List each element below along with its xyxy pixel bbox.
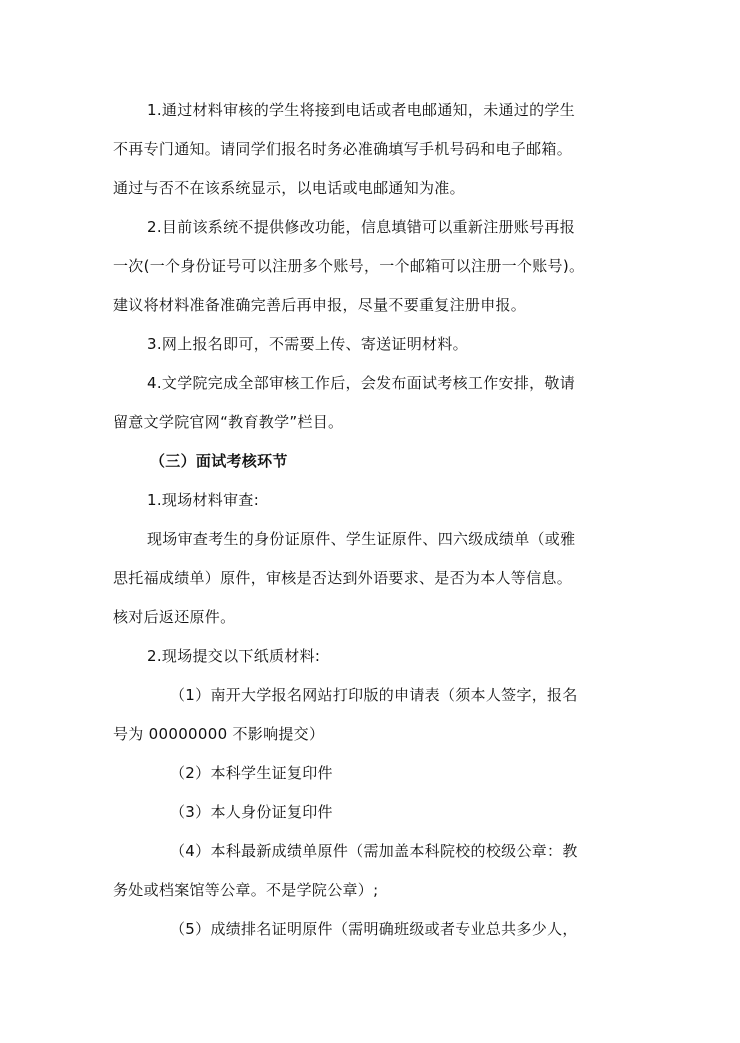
- paragraph-line: 3.网上报名即可，不需要上传、寄送证明材料。: [147, 335, 468, 353]
- paragraph-line: 核对后返还原件。: [113, 608, 236, 626]
- paragraph-line: 通过与否不在该系统显示，以电话或电邮通知为准。: [113, 179, 465, 197]
- list-item: （5）成绩排名证明原件（需明确班级或者专业总共多少人，: [170, 920, 578, 938]
- list-item-continuation: 务处或档案馆等公章。不是学院公章）;: [113, 881, 379, 899]
- paragraph-line: 建议将材料准备准确完善后再申报，尽量不要重复注册申报。: [113, 296, 527, 314]
- paragraph-line: 4.文学院完成全部审核工作后，会发布面试考核工作安排，敬请: [147, 374, 576, 392]
- list-item: （2）本科学生证复印件: [170, 764, 333, 782]
- list-item: （4）本科最新成绩单原件（需加盖本科院校的校级公章：教: [170, 842, 578, 860]
- paragraph-line: 2.目前该系统不提供修改功能，信息填错可以重新注册账号再报: [147, 218, 576, 236]
- paragraph-line: 现场审查考生的身份证原件、学生证原件、四六级成绩单（或雅: [147, 530, 576, 548]
- paragraph-line: 不再专门通知。请同学们报名时务必准确填写手机号码和电子邮箱。: [113, 140, 573, 158]
- paragraph-line: 1.通过材料审核的学生将接到电话或者电邮通知，未通过的学生: [147, 101, 576, 119]
- list-item-continuation: 号为 00000000 不影响提交）: [113, 725, 325, 743]
- paragraph-line: 一次(一个身份证号可以注册多个账号，一个邮箱可以注册一个账号)。: [113, 257, 585, 275]
- paragraph-line: 思托福成绩单）原件，审核是否达到外语要求、是否为本人等信息。: [113, 569, 573, 587]
- section-heading: （三）面试考核环节: [150, 452, 288, 470]
- paragraph-line: 1.现场材料审查:: [147, 491, 260, 509]
- list-item: （3）本人身份证复印件: [170, 803, 333, 821]
- paragraph-line: 留意文学院官网“教育教学”栏目。: [113, 413, 344, 431]
- list-item: （1）南开大学报名网站打印版的申请表（须本人签字，报名: [170, 686, 578, 704]
- paragraph-line: 2.现场提交以下纸质材料:: [147, 647, 321, 665]
